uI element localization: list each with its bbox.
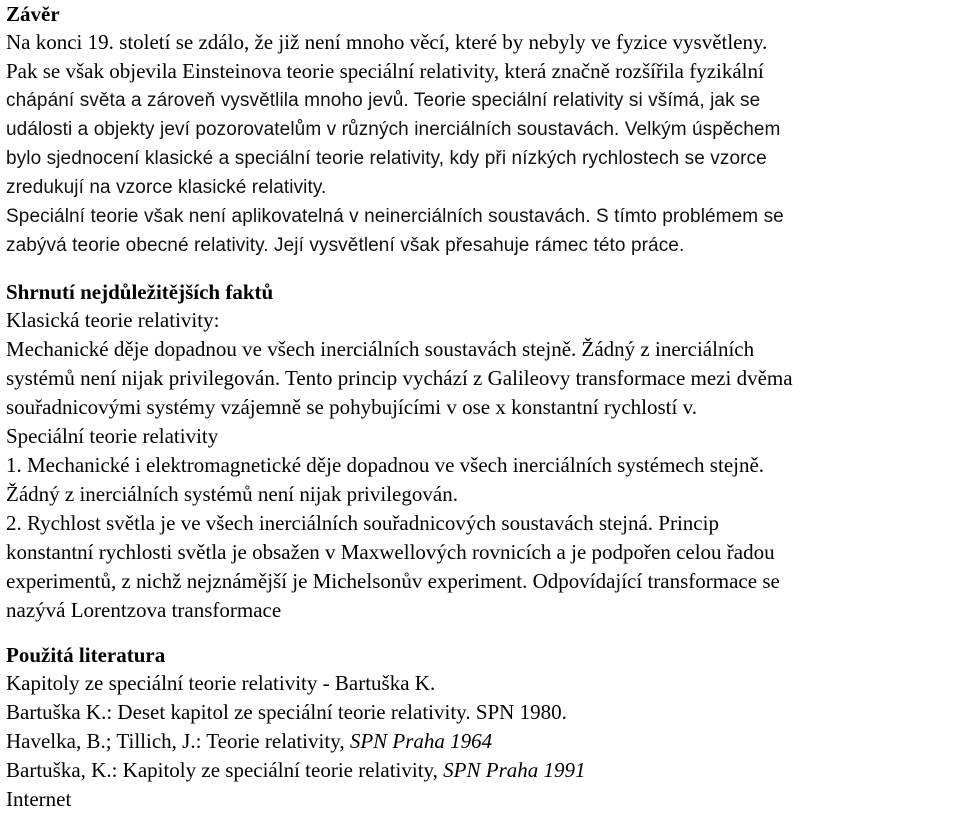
- conclusion-line: Speciální teorie však není aplikovatelná v neinerciálních soustavách. S tímto problémem se: [6, 206, 784, 227]
- summary-line: Klasická teorie relativity:: [6, 308, 220, 332]
- reference-item: [6, 669, 956, 698]
- conclusion-heading: Závěr: [6, 2, 60, 26]
- section-spacer: [6, 260, 956, 278]
- reference-publisher: SPN Praha 1964: [349, 729, 493, 753]
- conclusion-line: Pak se však objevila Einsteinova teorie speciální relativity, která značně rozšířila fyzikální: [6, 59, 764, 83]
- summary-line: experimentů, z nichž nejznámější je Michelsonův experiment. Odpovídající transformace se: [6, 569, 780, 593]
- reference-text: Bartuška K.: Deset kapitol ze speciální teorie relativity. SPN 1980.: [6, 700, 567, 724]
- conclusion-line: Na konci 19. století se zdálo, že již není mnoho věcí, které by nebyly ve fyzice vysvětleny.: [6, 30, 768, 54]
- reference-text: Kapitoly ze speciální teorie relativity - Bartuška K.: [6, 671, 436, 695]
- summary-line: Žádný z inerciálních systémů není nijak privilegován.: [6, 482, 458, 506]
- summary-line: konstantní rychlosti světla je obsažen v Maxwellových rovnicích a je podpořen celou řadou: [6, 540, 775, 564]
- section-spacer: [6, 625, 956, 641]
- conclusion-line: chápání světa a zároveň vysvětlila mnoho jevů. Teorie speciální relativity si všímá, jak se: [6, 90, 761, 111]
- reference-publisher: SPN Praha 1991: [443, 758, 586, 782]
- conclusion-line: bylo sjednocení klasické a speciální teorie relativity, kdy při nízkých rychlostech se vzorce: [6, 148, 767, 169]
- reference-text: Havelka, B.; Tillich, J.: Teorie relativity,: [6, 729, 350, 753]
- conclusion-line: zredukují na vzorce klasické relativity.: [6, 177, 327, 198]
- summary-section: [6, 278, 956, 625]
- literature-heading: Použitá literatura: [6, 643, 166, 667]
- summary-line: nazývá Lorentzova transformace: [6, 598, 282, 622]
- summary-line: 2. Rychlost světla je ve všech inerciálních souřadnicových soustavách stejná. Princip: [6, 511, 719, 535]
- summary-line: 1. Mechanické i elektromagnetické děje dopadnou ve všech inerciálních systémech stejně.: [6, 453, 765, 477]
- reference-text: Internet: [6, 787, 72, 811]
- document-page: [6, 0, 956, 814]
- literature-section: [6, 641, 956, 814]
- summary-line: systémů není nijak privilegován. Tento princip vychází z Galileovy transformace mezi dvěma: [6, 366, 793, 390]
- conclusion-line: události a objekty jeví pozorovatelům v různých inerciálních soustavách. Velkým úspěchem: [6, 119, 781, 140]
- summary-line: Mechanické děje dopadnou ve všech inerciálních soustavách stejně. Žádný z inerciálních: [6, 337, 755, 361]
- reference-text: Bartuška, K.: Kapitoly ze speciální teorie relativity,: [6, 758, 444, 782]
- summary-line: Speciální teorie relativity: [6, 424, 219, 448]
- summary-line: souřadnicovými systémy vzájemně se pohybujícími v ose x konstantní rychlostí v.: [6, 395, 697, 419]
- reference-item: [6, 727, 956, 756]
- conclusion-section: [6, 0, 956, 260]
- reference-item: [6, 785, 956, 814]
- reference-item: [6, 756, 956, 785]
- summary-heading: Shrnutí nejdůležitějších faktů: [6, 280, 274, 304]
- reference-item: [6, 698, 956, 727]
- conclusion-line: zabývá teorie obecné relativity. Její vysvětlení však přesahuje rámec této práce.: [6, 235, 685, 256]
